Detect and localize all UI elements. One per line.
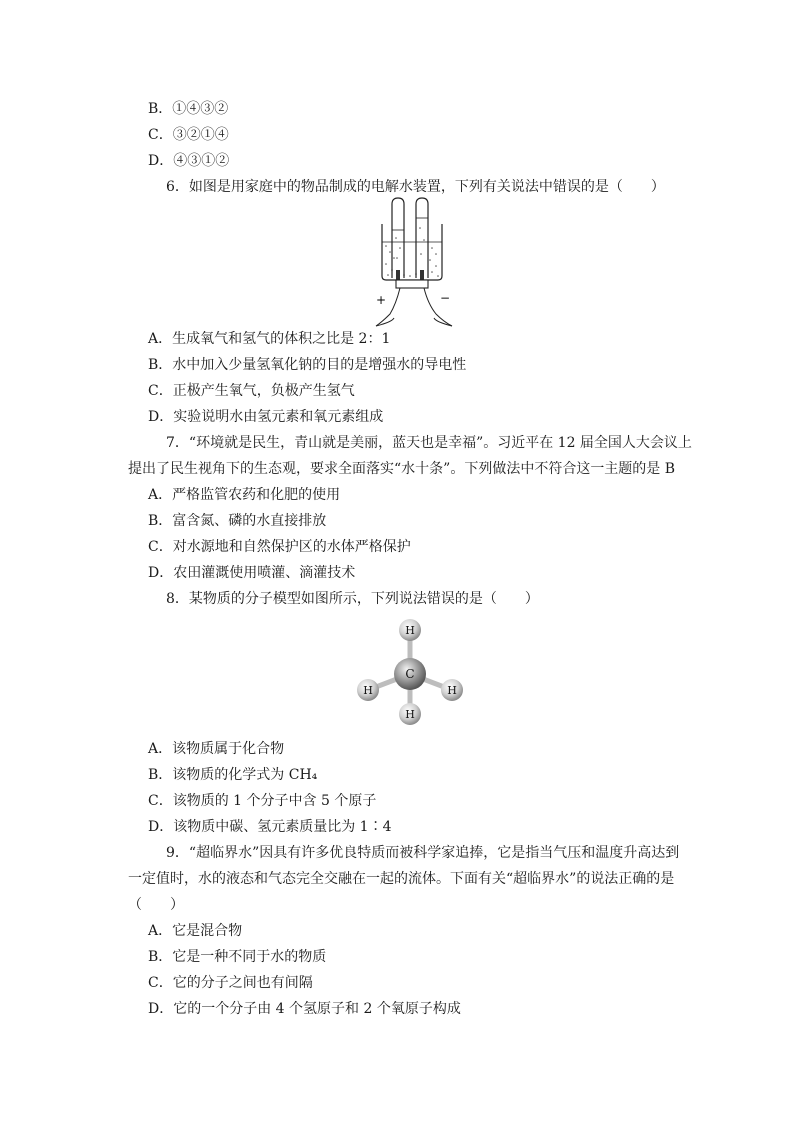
q8-stem: 8．某物质的分子模型如图所示，下列说法错误的是（ ） [166, 591, 539, 607]
q7-option-c: C．对水源地和自然保护区的水体严格保护 [148, 539, 411, 555]
q5-option-b: B．①④③② [148, 101, 229, 117]
q9-option-c: C．它的分子之间也有间隔 [148, 975, 313, 991]
q7-stem-line1: 7．“环境就是民生，青山就是美丽，蓝天也是幸福”。习近平在 12 届全国人大会议上 [166, 435, 692, 451]
q5-option-c: C．③②①④ [148, 127, 229, 143]
q7-stem-line2: 提出了民生视角下的生态观，要求全面落实“水十条”。下列做法中不符合这一主题的是 B [128, 461, 676, 477]
atom-label-center: C [405, 667, 415, 681]
atom-label-left: H [363, 684, 373, 697]
q8-option-c: C．该物质的 1 个分子中含 5 个原子 [148, 793, 377, 809]
q9-stem-line2: 一定值时，水的液态和气态完全交融在一起的流体。下面有关“超临界水”的说法正确的是 [128, 871, 675, 887]
electrolysis-apparatus-figure [370, 196, 460, 328]
q9-option-a: A．它是混合物 [148, 923, 243, 939]
q9-stem-line1: 9．“超临界水”因具有许多优良特质而被科学家追捧，它是指当气压和温度升高达到 [166, 845, 680, 861]
q6-option-a: A．生成氧气和氢气的体积之比是 2：1 [148, 331, 391, 347]
q7-option-b: B．富含氮、磷的水直接排放 [148, 513, 327, 529]
q9-stem-line3: （ ） [128, 897, 184, 913]
q8-option-a: A．该物质属于化合物 [148, 741, 285, 757]
q6-option-d: D．实验说明水由氢元素和氧元素组成 [148, 409, 384, 425]
q9-option-b: B．它是一种不同于水的物质 [148, 949, 327, 965]
negative-label: − [440, 291, 451, 305]
q8-option-d: D．该物质中碳、氢元素质量比为 1∶4 [148, 819, 392, 835]
methane-molecule-model-figure [352, 616, 468, 732]
q9-option-d: D．它的一个分子由 4 个氢原子和 2 个氧原子构成 [148, 1001, 461, 1017]
q6-option-b: B．水中加入少量氢氧化钠的目的是增强水的导电性 [148, 357, 467, 373]
atom-label-bottom: H [405, 708, 415, 721]
q6-option-c: C．正极产生氧气，负极产生氢气 [148, 383, 355, 399]
positive-label: + [376, 293, 387, 307]
q7-option-a: A．严格监管农药和化肥的使用 [148, 487, 341, 503]
q7-option-d: D．农田灌溉使用喷灌、滴灌技术 [148, 565, 356, 581]
q5-option-d: D．④③①② [148, 153, 230, 169]
q6-stem: 6．如图是用家庭中的物品制成的电解水装置，下列有关说法中错误的是（ ） [166, 179, 665, 195]
atom-label-top: H [405, 624, 415, 637]
q8-option-b: B．该物质的化学式为 CH₄ [148, 767, 318, 783]
atom-label-right: H [447, 684, 457, 697]
